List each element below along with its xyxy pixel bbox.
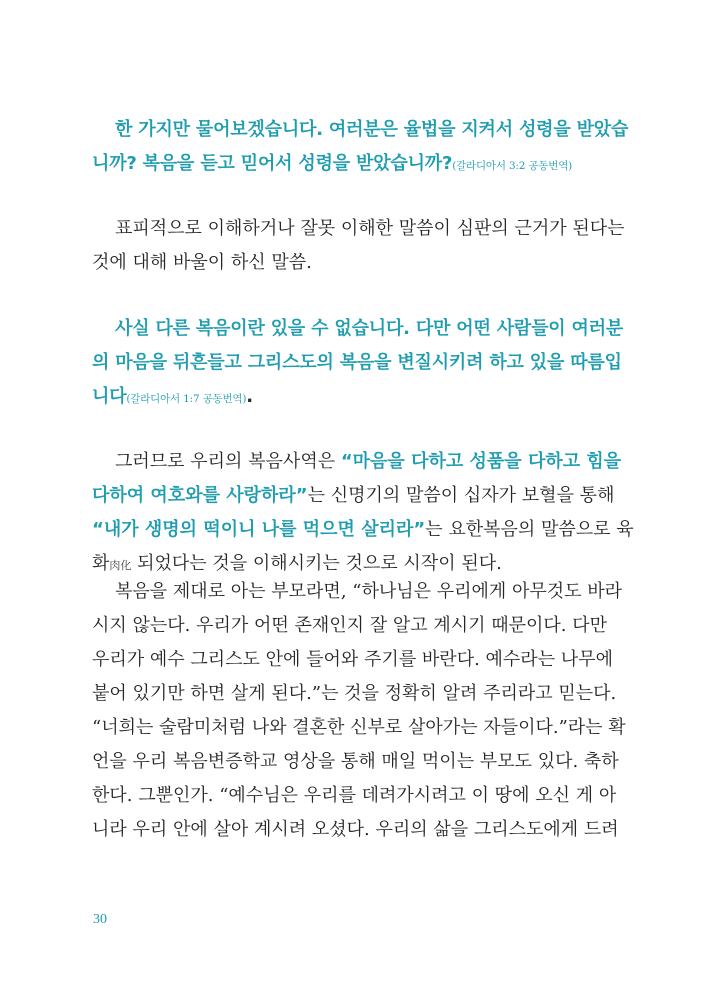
scripture-reference: (갈라디아서 1:7 공동번역) xyxy=(126,393,247,405)
verse-line: 한 가지만 물어보겠습니다. 여러분은 율법을 지켜서 성령을 받았습 xyxy=(115,119,629,140)
verse-text: 니까? 복음을 듣고 믿어서 성령을 받았습니까? xyxy=(92,153,453,174)
page-number: 30 xyxy=(93,912,107,927)
verse-line xyxy=(92,380,593,414)
body-paragraph-1 xyxy=(92,212,625,280)
scripture-reference: (갈라디아서 3:2 공동번역) xyxy=(452,160,573,172)
body-line: 것에 대해 바울이 하신 말씀. xyxy=(92,252,312,273)
body-text: 는 요한복음의 말씀으로 육 xyxy=(425,519,634,540)
verse-galatians-1-7 xyxy=(92,312,624,414)
verse-line xyxy=(92,147,593,181)
body-line: 시지 않는다. 우리가 어떤 존재인지 잘 알고 계시기 때문이다. 다만 xyxy=(92,615,608,636)
body-line xyxy=(92,445,622,479)
body-line: 니라 우리 안에 살아 계시려 오셨다. 우리의 삶을 그리스도에게 드려 xyxy=(92,819,619,840)
verse-line: 사실 다른 복음이란 있을 수 없습니다. 다만 어떤 사람들이 여러분 xyxy=(115,318,624,339)
body-text: 되었다는 것을 이해시키는 것으로 시작이 된다. xyxy=(131,553,502,574)
body-line xyxy=(92,513,634,547)
body-line: 붙어 있기만 하면 살게 된다.”는 것을 정확히 알려 주리라고 믿는다. xyxy=(92,683,617,704)
body-paragraph-3 xyxy=(92,575,626,847)
verse-galatians-3-2 xyxy=(92,113,629,181)
body-line: 우리가 예수 그리스도 안에 들어와 주기를 바란다. 예수라는 나무에 xyxy=(92,649,613,670)
body-line: “너희는 술람미처럼 나와 결혼한 신부로 살아가는 자들이다.”라는 확 xyxy=(92,717,626,738)
verse-text: . xyxy=(246,386,253,407)
quoted-scripture: “마음을 다하고 성품을 다하고 힘을 xyxy=(340,451,622,472)
verse-text: 니다 xyxy=(92,386,127,407)
body-line: 복음을 제대로 아는 부모라면, “하나님은 우리에게 아무것도 바라 xyxy=(115,581,623,602)
body-text: 화 xyxy=(92,553,110,574)
body-line: 표피적으로 이해하거나 잘못 이해한 말씀이 심판의 근거가 된다는 xyxy=(115,218,625,239)
body-line: 한다. 그뿐인가. “예수님은 우리를 데려가시려고 이 땅에 오신 게 아 xyxy=(92,785,617,806)
body-line: 언을 우리 복음변증학교 영상을 통해 매일 먹이는 부모도 있다. 축하 xyxy=(92,751,619,772)
verse-line: 의 마음을 뒤흔들고 그리스도의 복음을 변질시키려 하고 있을 따름입 xyxy=(92,352,622,373)
body-paragraph-2 xyxy=(92,445,634,581)
hanja-annotation: 肉化 xyxy=(109,559,132,572)
body-line xyxy=(92,479,615,513)
quoted-scripture: “내가 생명의 떡이니 나를 먹으면 살리라” xyxy=(92,519,426,540)
quoted-scripture: 다하여 여호와를 사랑하라” xyxy=(92,485,308,506)
body-text: 그러므로 우리의 복음사역은 xyxy=(115,451,341,472)
body-text: 는 신명기의 말씀이 십자가 보혈을 통해 xyxy=(307,485,615,506)
